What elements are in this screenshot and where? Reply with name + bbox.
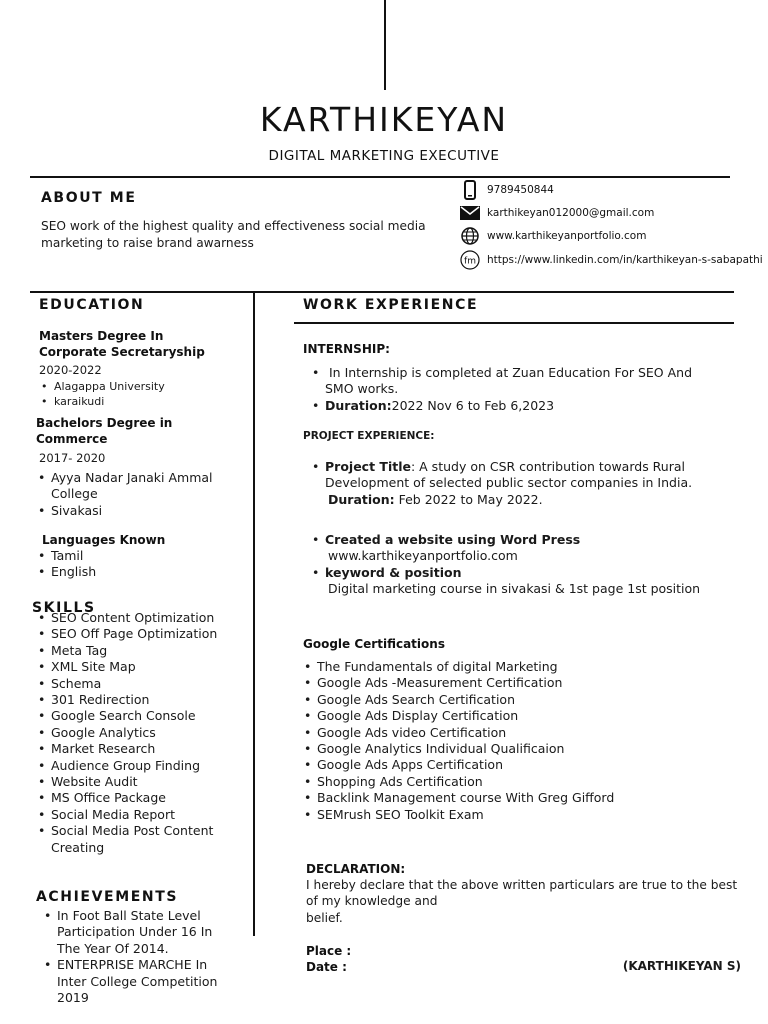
skill-item: • SEO Off Page Optimization [36, 626, 241, 642]
project-duration [328, 492, 543, 508]
keyword-item [310, 565, 730, 581]
declaration-line: of my knowledge and [306, 894, 438, 909]
certification-item: • Google Ads Search Certification [302, 692, 722, 708]
website-label: Created a website using Word Press [325, 532, 581, 547]
contact-phone[interactable] [460, 180, 554, 200]
date-label: Date : [306, 960, 347, 974]
globe-icon [460, 226, 480, 246]
project-duration-label: Duration: [328, 492, 395, 507]
contact-linkedin-text: https://www.linkedin.com/in/karthikeyan-s-sabapathi [487, 254, 763, 266]
candidate-name: KARTHIKEYAN [259, 100, 509, 139]
project-title-label: Project Title [325, 459, 411, 474]
skill-item: • 301 Redirection [36, 692, 241, 708]
degree-masters-title-2: Corporate Secretaryship [39, 345, 205, 359]
skill-item: • SEO Content Optimization [36, 610, 241, 626]
certifications-heading: Google Certifications [303, 637, 445, 651]
certification-item: • Google Ads -Measurement Certification [302, 675, 722, 691]
skill-item: • XML Site Map [36, 659, 241, 675]
svg-text:fm: fm [464, 256, 476, 267]
about-text: SEO work of the highest quality and effectiveness social media marketing to raise brand awarness [41, 219, 426, 250]
internship-duration-value: 2022 Nov 6 to Feb 6,2023 [391, 397, 555, 413]
declaration-heading: DECLARATION: [306, 862, 406, 876]
education-heading: EDUCATION [39, 297, 145, 313]
skill-item: • Google Analytics [36, 725, 241, 741]
contact-email[interactable] [460, 203, 654, 223]
place-label: Place : [306, 944, 352, 958]
degree-bachelors-item: • Sivakasi [36, 503, 236, 519]
contact-linkedin[interactable] [460, 250, 763, 270]
contact-website-text: www.karthikeyanportfolio.com [487, 230, 647, 242]
achievement-item: • In Foot Ball State Level Participation Under 16 In The Year Of 2014. [42, 908, 227, 957]
top-divider-line [384, 0, 386, 90]
certification-item: • SEMrush SEO Toolkit Exam [302, 807, 722, 823]
project-duration-value: Feb 2022 to May 2022. [394, 492, 543, 507]
phone-icon [460, 180, 480, 200]
mail-icon [460, 203, 480, 223]
achievement-item: • ENTERPRISE MARCHE In Inter College Competition 2019 [42, 957, 227, 1006]
degree-bachelors [36, 415, 172, 466]
language-item: • Tamil [36, 548, 96, 564]
skill-item: • Audience Group Finding [36, 758, 241, 774]
skill-item: • MS Office Package [36, 790, 241, 806]
contact-phone-text: 9789450844 [487, 184, 554, 196]
skill-item: • Market Research [36, 741, 241, 757]
degree-masters-item: • Alagappa University [39, 379, 205, 394]
languages-heading: Languages Known [42, 533, 166, 547]
certification-item: • Google Ads Apps Certification [302, 757, 722, 773]
declaration-line: I hereby declare that the above written particulars are true to the best [306, 878, 738, 892]
achievements-heading: ACHIEVEMENTS [36, 889, 179, 905]
degree-bachelors-years: 2017- 2020 [39, 451, 106, 465]
job-title: DIGITAL MARKETING EXECUTIVE [268, 148, 500, 164]
certification-item: • Google Analytics Individual Qualificaion [302, 741, 722, 757]
about-heading: ABOUT ME [41, 190, 137, 206]
work-heading: WORK EXPERIENCE [303, 297, 479, 313]
degree-masters-item: • karaikudi [39, 394, 205, 409]
section-divider [30, 291, 734, 293]
project-title-value: : A study on CSR contribution towards Rural Development of selected public sector companies in India. [325, 459, 693, 491]
degree-bachelors-title-2: Commerce [36, 432, 108, 446]
declaration-text [306, 877, 751, 926]
skill-item: • Meta Tag [36, 643, 241, 659]
internship-text: In Internship is completed at Zuan Education For SEO And SMO works. [325, 365, 693, 397]
skill-item: • Social Media Report [36, 807, 241, 823]
internship-item [310, 365, 710, 398]
degree-bachelors-title-1: Bachelors Degree in [36, 416, 173, 430]
internship-duration-label: Duration: [325, 397, 392, 413]
certification-item: • Google Ads Display Certification [302, 708, 722, 724]
language-item: • English [36, 564, 96, 580]
keyword-label: keyword & position [325, 565, 462, 580]
skill-item: • Schema [36, 676, 241, 692]
certification-item: • Google Ads video Certification [302, 725, 722, 741]
certification-item: • The Fundamentals of digital Marketing [302, 659, 722, 675]
keyword-value: Digital marketing course in sivakasi & 1st page 1st position [328, 581, 701, 596]
degree-masters-years: 2020-2022 [39, 363, 102, 377]
degree-masters-title-1: Masters Degree In [39, 329, 164, 343]
skill-item: • Website Audit [36, 774, 241, 790]
declaration-line: belief. [306, 910, 343, 925]
project-heading: PROJECT EXPERIENCE: [303, 430, 435, 442]
project-title-item [310, 459, 710, 492]
degree-masters [39, 328, 205, 409]
skill-item: • Social Media Post Content Creating [36, 823, 241, 856]
work-heading-underline [294, 322, 734, 324]
website-item [310, 532, 730, 548]
degree-bachelors-item: • Ayya Nadar Janaki Ammal College [36, 470, 236, 503]
header-divider [30, 176, 730, 178]
column-divider [253, 291, 255, 936]
contact-email-text: karthikeyan012000@gmail.com [487, 207, 655, 219]
certification-item: • Shopping Ads Certification [302, 774, 722, 790]
linkedin-icon [460, 250, 480, 270]
certification-item: • Backlink Management course With Greg Gifford [302, 790, 722, 806]
internship-heading: INTERNSHIP: [303, 342, 390, 356]
internship-duration [310, 398, 710, 414]
skill-item: • Google Search Console [36, 708, 241, 724]
website-value: www.karthikeyanportfolio.com [328, 548, 518, 563]
skills-heading: SKILLS [32, 600, 96, 616]
signature-name: (KARTHIKEYAN S) [622, 959, 741, 973]
contact-website[interactable] [460, 226, 646, 246]
